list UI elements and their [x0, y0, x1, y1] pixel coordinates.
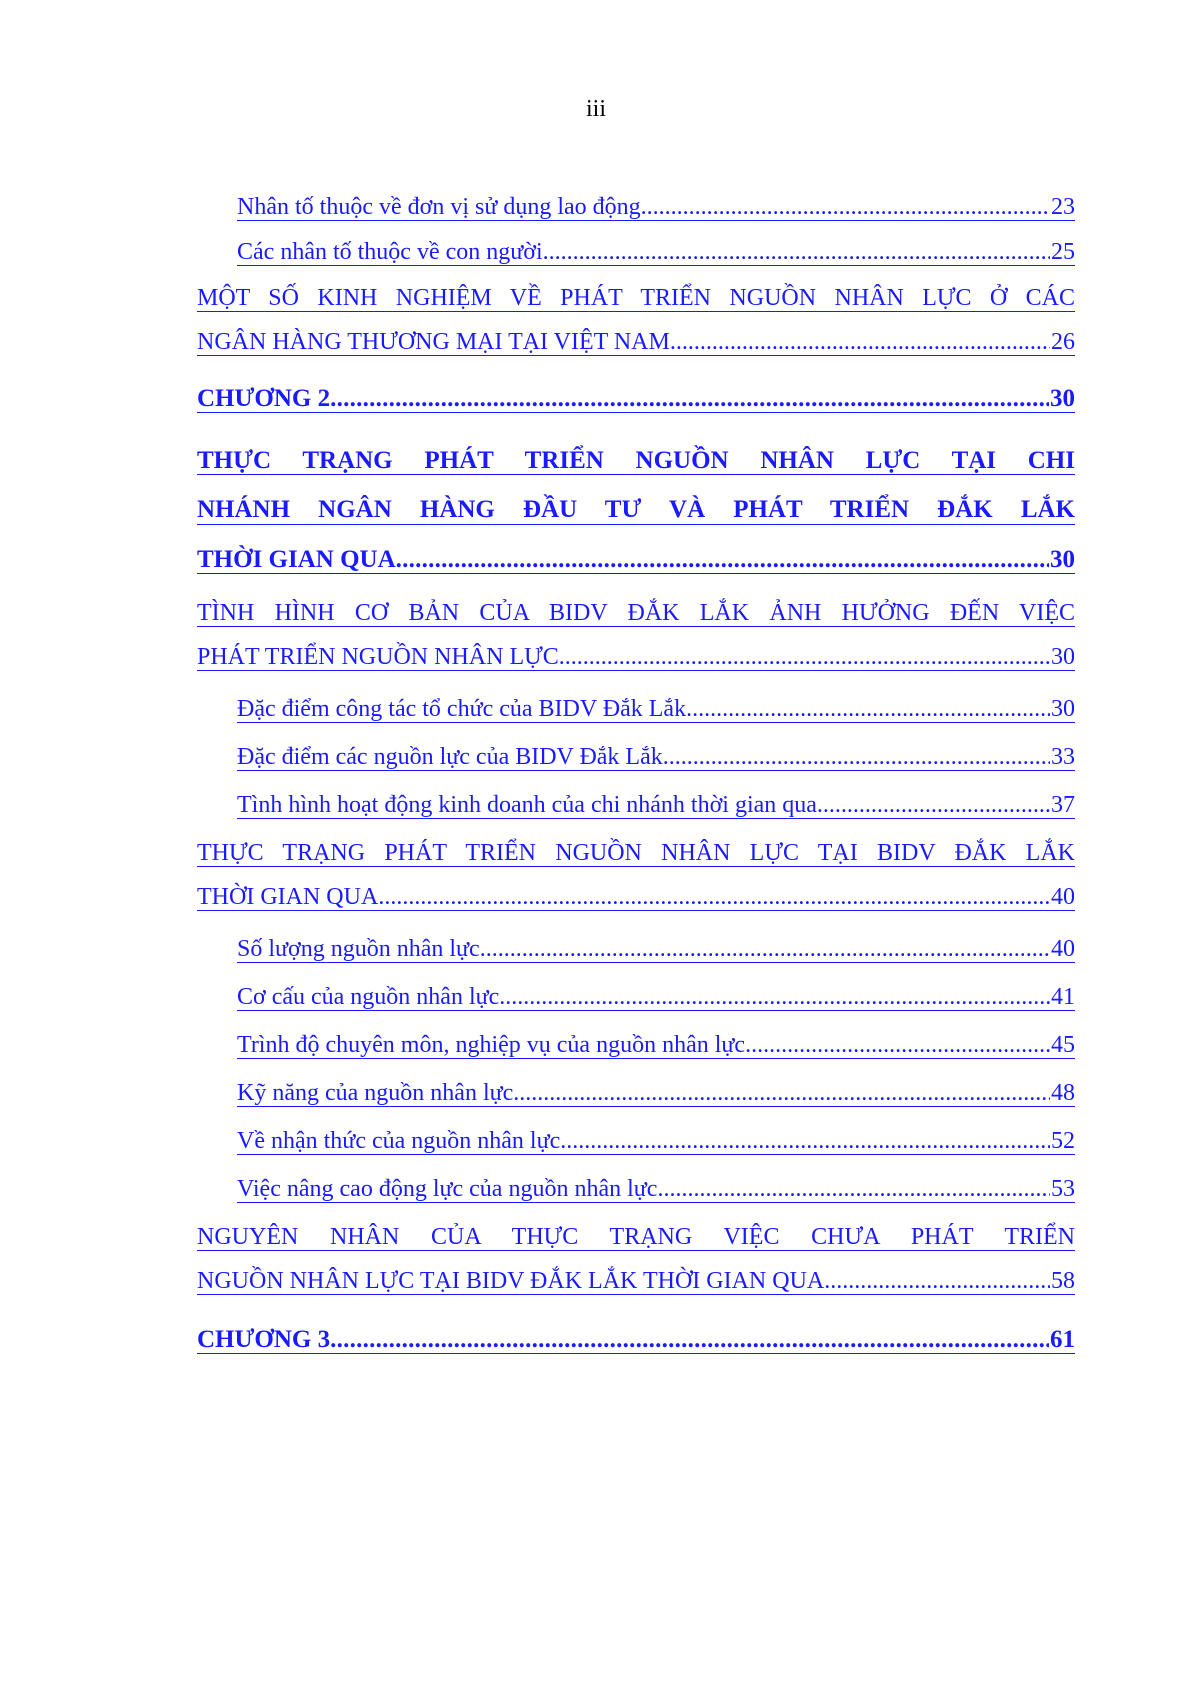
toc-entry-text-line: THỰC TRẠNG PHÁT TRIỂN NGUỒN NHÂN LỰC TẠI BIDV ĐẮK LẮK — [197, 840, 1075, 866]
toc-page-number: 40 — [1051, 936, 1075, 962]
toc-entry-text-line: NGUYÊN NHÂN CỦA THỰC TRẠNG VIỆC CHƯA PHÁT TRIỂN — [197, 1224, 1075, 1250]
toc-leader — [657, 1177, 1050, 1202]
toc-entry-text: NGUỒN NHÂN LỰC TẠI BIDV ĐẮK LẮK THỜI GIAN QUA — [197, 1268, 825, 1295]
toc-entry-4[interactable] — [197, 448, 1075, 601]
toc-entry-10[interactable] — [237, 937, 1075, 985]
toc-entry-14[interactable] — [237, 1129, 1075, 1177]
toc-leader — [745, 1033, 1050, 1058]
toc-leader — [670, 330, 1050, 355]
toc-page-number: 26 — [1051, 329, 1075, 356]
toc-entry-text-line: TÌNH HÌNH CƠ BẢN CỦA BIDV ĐẮK LẮK ẢNH HƯỞNG ĐẾN VIỆC — [197, 600, 1075, 626]
toc-entry-text: Nhân tố thuộc về đơn vị sử dụng lao động — [237, 194, 641, 220]
toc-entry-5[interactable] — [197, 601, 1075, 697]
toc-entry-0[interactable] — [237, 195, 1075, 240]
toc-leader — [824, 1269, 1050, 1294]
toc-page-number: 30 — [1050, 385, 1075, 412]
toc-entry-13[interactable] — [237, 1081, 1075, 1129]
toc-entry-15[interactable] — [237, 1177, 1075, 1225]
toc-page-number: 40 — [1051, 884, 1075, 911]
toc-leader — [560, 1129, 1050, 1154]
toc-page-number: 45 — [1051, 1032, 1075, 1058]
toc-page-number: 37 — [1051, 792, 1075, 818]
toc-entry-text: Các nhân tố thuộc về con người — [237, 239, 543, 265]
toc-entry-text: PHÁT TRIỂN NGUỒN NHÂN LỰC — [197, 644, 559, 671]
toc-page-number: 33 — [1051, 744, 1075, 770]
toc-leader — [499, 985, 1050, 1010]
toc-entry-17[interactable] — [197, 1327, 1075, 1375]
toc-entry-text: Số lượng nguồn nhân lực — [237, 936, 480, 962]
toc-entry-3[interactable] — [197, 386, 1075, 448]
toc-leader — [663, 745, 1050, 770]
toc-entry-text: THỜI GIAN QUA — [197, 545, 396, 573]
toc-entry-text: CHƯƠNG 3 — [197, 1326, 331, 1353]
toc-entry-12[interactable] — [237, 1033, 1075, 1081]
toc-page-number: 48 — [1051, 1080, 1075, 1106]
toc-entry-11[interactable] — [237, 985, 1075, 1033]
toc-entry-text: Tình hình hoạt động kinh doanh của chi nhánh thời gian qua — [237, 792, 817, 818]
toc-entry-text: Đặc điểm các nguồn lực của BIDV Đắk Lắk — [237, 744, 663, 770]
toc-entry-text: Trình độ chuyên môn, nghiệp vụ của nguồn nhân lực — [237, 1032, 746, 1058]
toc-leader — [330, 1327, 1049, 1353]
toc-entry-text: Kỹ năng của nguồn nhân lực — [237, 1080, 514, 1106]
toc-leader — [396, 547, 1049, 573]
toc-page-number: 25 — [1051, 239, 1075, 265]
toc-entry-6[interactable] — [237, 697, 1075, 745]
toc-entry-9[interactable] — [197, 841, 1075, 937]
toc-entry-8[interactable] — [237, 793, 1075, 841]
page-number: iii — [585, 96, 606, 122]
toc-entry-text: Đặc điểm công tác tổ chức của BIDV Đắk Lắk — [237, 696, 687, 722]
toc-page-number: 30 — [1051, 696, 1075, 722]
toc-leader — [559, 645, 1050, 670]
toc-leader — [480, 937, 1050, 962]
toc-page-number: 30 — [1050, 545, 1075, 573]
toc-entry-text: Việc nâng cao động lực của nguồn nhân lực — [237, 1176, 658, 1202]
toc-entry-16[interactable] — [197, 1225, 1075, 1327]
toc-entry-text-line: NHÁNH NGÂN HÀNG ĐẦU TƯ VÀ PHÁT TRIỂN ĐẮK LẮK — [197, 496, 1075, 524]
toc-entry-7[interactable] — [237, 745, 1075, 793]
toc-page-number: 61 — [1050, 1326, 1075, 1353]
toc-page-number: 52 — [1051, 1128, 1075, 1154]
toc-entry-text: CHƯƠNG 2 — [197, 385, 331, 412]
toc-entry-text: THỜI GIAN QUA — [197, 884, 379, 911]
toc-leader — [641, 195, 1050, 220]
table-of-contents — [197, 195, 1075, 1375]
toc-leader — [378, 885, 1050, 910]
toc-leader — [543, 240, 1050, 265]
toc-leader — [686, 697, 1050, 722]
toc-entry-text: Cơ cấu của nguồn nhân lực — [237, 984, 500, 1010]
toc-entry-2[interactable] — [197, 286, 1075, 386]
toc-page-number: 30 — [1051, 644, 1075, 671]
toc-leader — [330, 386, 1049, 412]
toc-page-number: 53 — [1051, 1176, 1075, 1202]
toc-entry-1[interactable] — [237, 240, 1075, 286]
toc-page-number: 58 — [1051, 1268, 1075, 1295]
toc-page-number: 41 — [1051, 984, 1075, 1010]
toc-leader — [513, 1081, 1050, 1106]
toc-entry-text-line: MỘT SỐ KINH NGHIỆM VỀ PHÁT TRIỂN NGUỒN NHÂN LỰC Ở CÁC — [197, 285, 1075, 311]
toc-leader — [817, 793, 1050, 818]
toc-entry-text-line: THỰC TRẠNG PHÁT TRIỂN NGUỒN NHÂN LỰC TẠI CHI — [197, 447, 1075, 474]
toc-entry-text: NGÂN HÀNG THƯƠNG MẠI TẠI VIỆT NAM — [197, 329, 670, 356]
toc-entry-text: Về nhận thức của nguồn nhân lực — [237, 1128, 561, 1154]
toc-page-number: 23 — [1051, 194, 1075, 220]
